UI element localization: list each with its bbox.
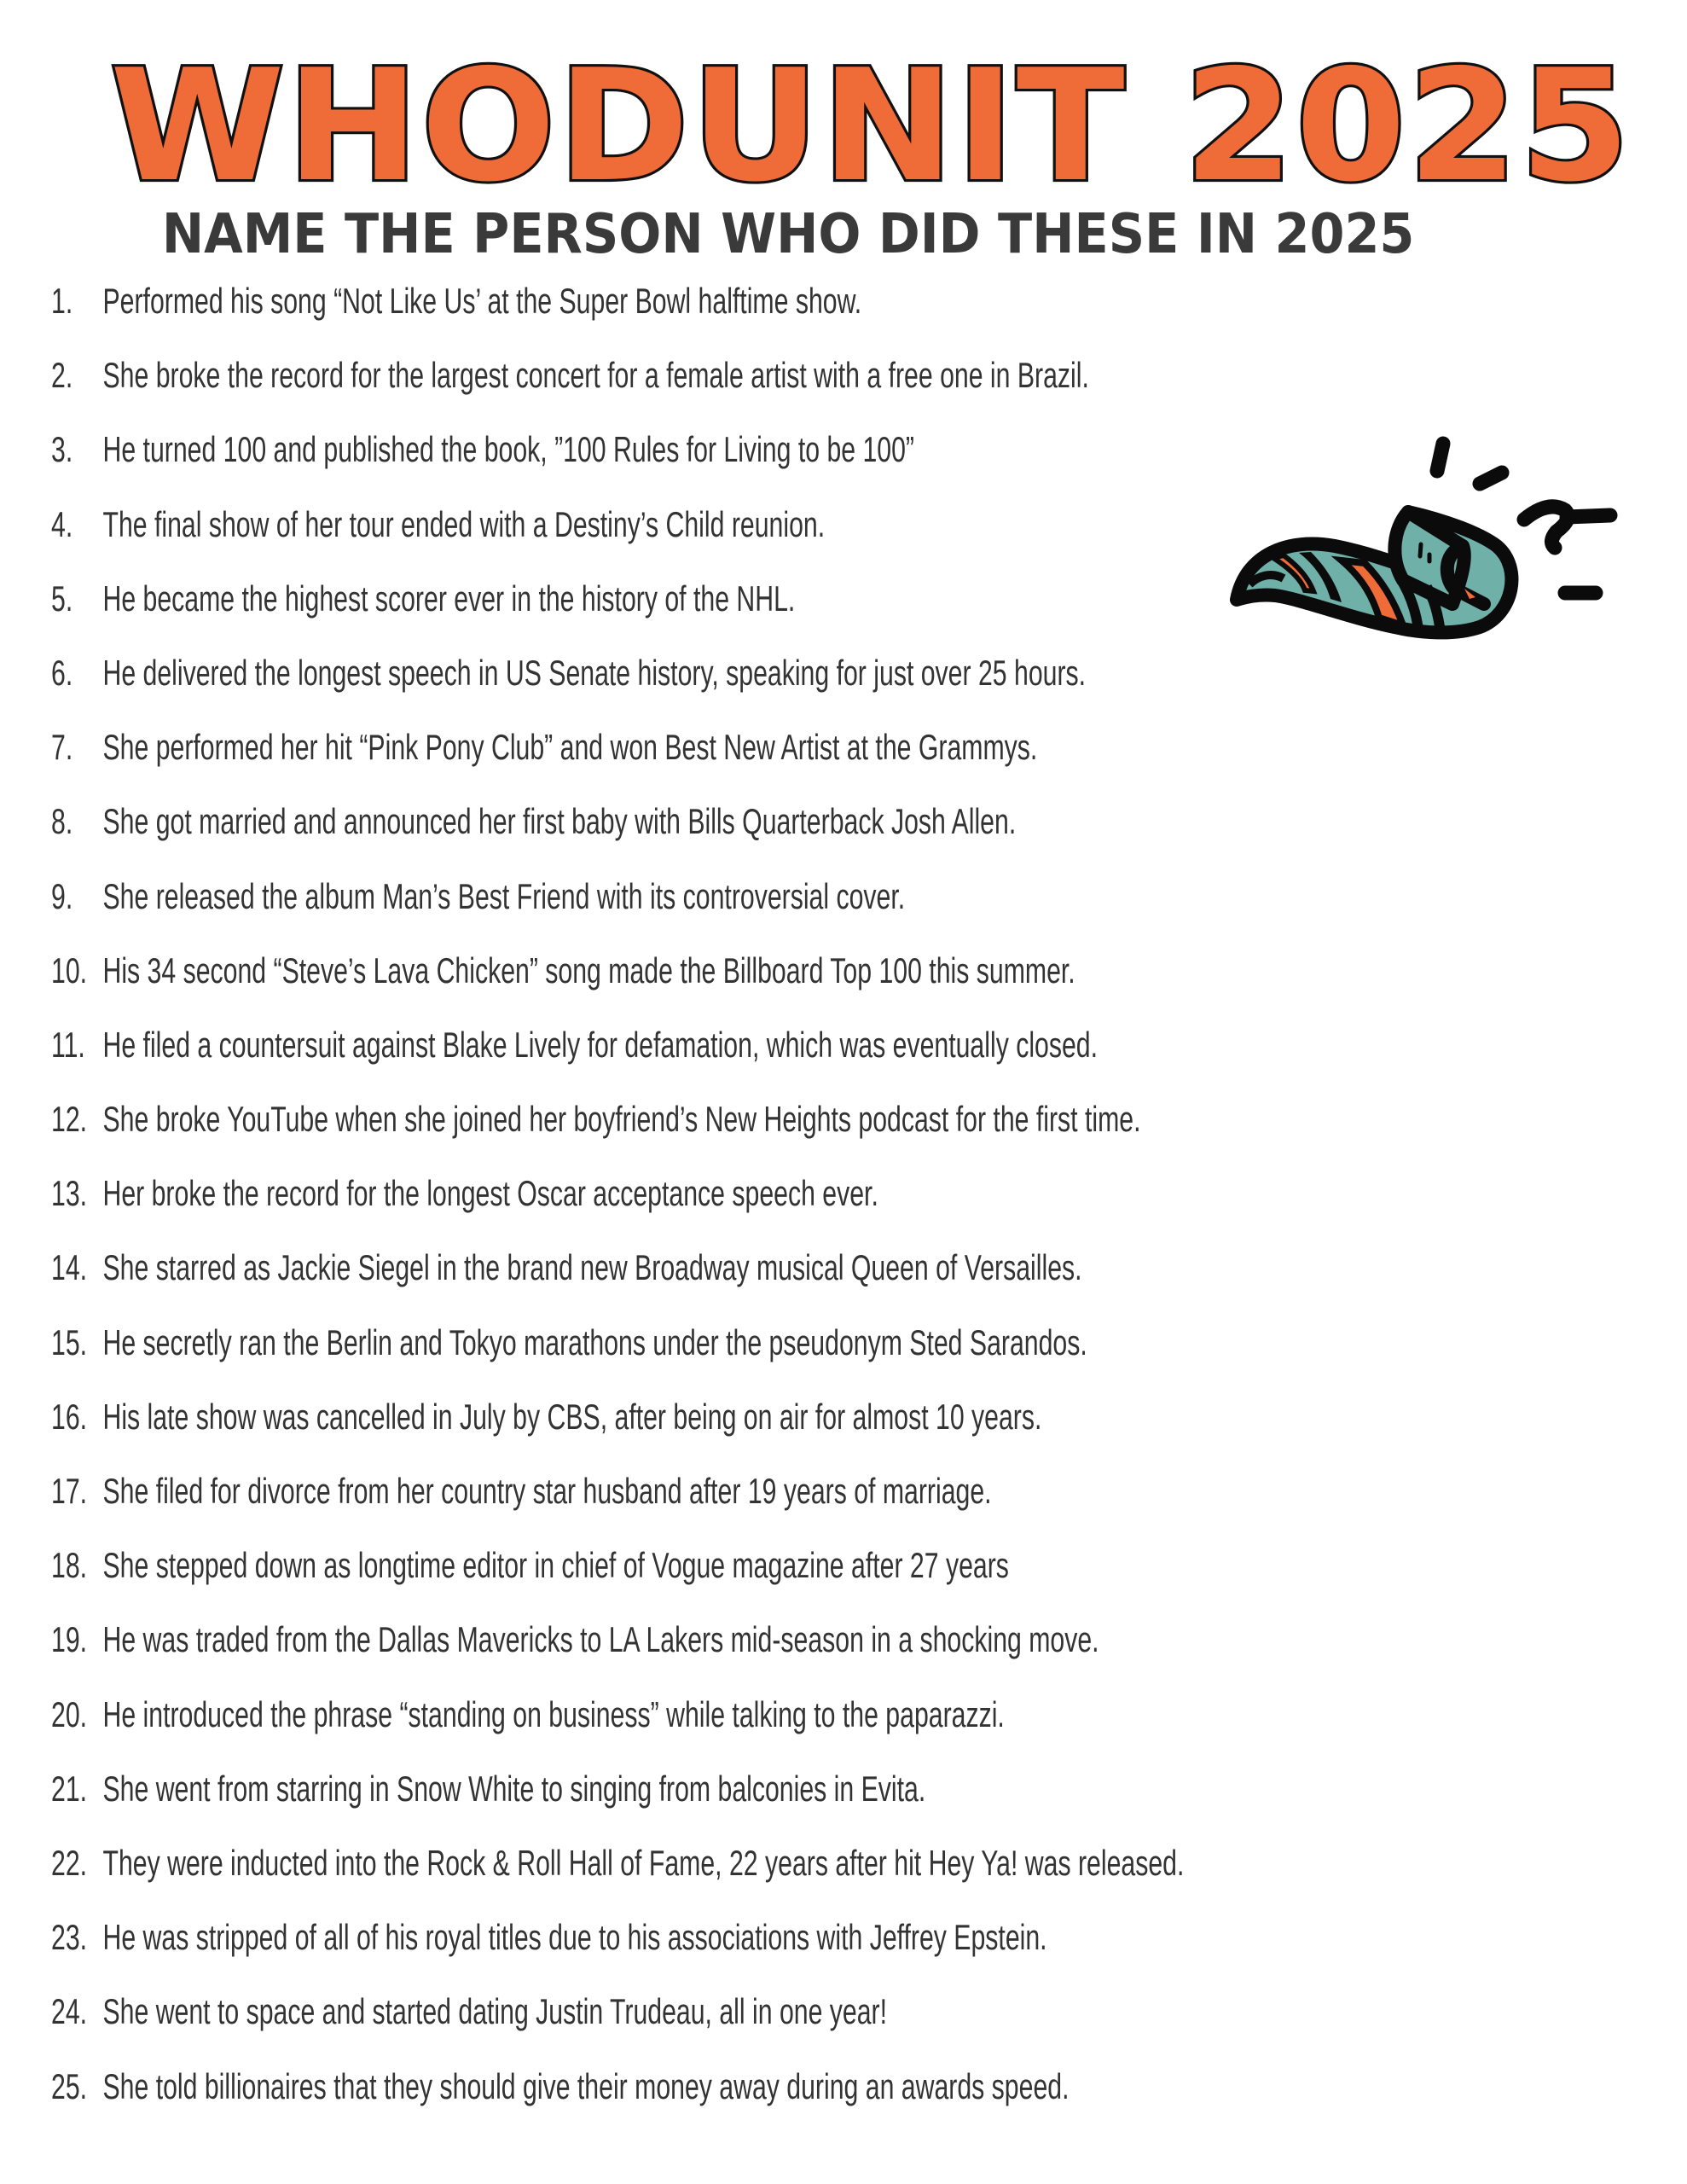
question-item (51, 1986, 1569, 2060)
question-item (51, 573, 1569, 648)
page-subtitle (0, 201, 1687, 268)
question-number: 13. (51, 1173, 88, 1214)
question-item (51, 1614, 1569, 1688)
question-number: 15. (51, 1321, 88, 1362)
question-item (51, 1689, 1569, 1763)
question-number: 2. (51, 355, 73, 396)
question-item (51, 722, 1569, 796)
question-number: 18. (51, 1545, 88, 1586)
page-title-text: WHODUNIT 2025 (109, 35, 1632, 216)
question-item (51, 1466, 1569, 1540)
question-text: She went to space and started dating Justin Trudeau, all in one year! (102, 1991, 888, 2032)
question-text: Her broke the record for the longest Oscar acceptance speech ever. (102, 1173, 878, 1214)
question-number: 12. (51, 1099, 88, 1140)
question-number: 22. (51, 1842, 88, 1883)
question-text: She released the album Man’s Best Friend with its controversial cover. (102, 875, 906, 916)
question-item (51, 1168, 1569, 1242)
question-item (51, 1763, 1569, 1838)
question-text: She got married and announced her first baby with Bills Quarterback Josh Allen. (102, 801, 1017, 842)
question-text: She went from starring in Snow White to singing from balconies in Evita. (102, 1768, 926, 1809)
question-number: 25. (51, 2065, 88, 2106)
question-item (51, 424, 1569, 498)
question-item (51, 871, 1569, 945)
question-item (51, 648, 1569, 722)
question-number: 7. (51, 727, 73, 768)
question-item (51, 1317, 1569, 1391)
question-number: 16. (51, 1396, 88, 1437)
question-text: He turned 100 and published the book, ”100 Rules for Living to be 100” (102, 429, 915, 470)
question-text: They were inducted into the Rock & Roll Hall of Fame, 22 years after hit Hey Ya! was released. (102, 1842, 1185, 1883)
page-subtitle-text: NAME THE PERSON WHO DID THESE IN 2025 (161, 203, 1415, 266)
question-item (51, 350, 1569, 424)
question-text: He introduced the phrase “standing on business” while talking to the paparazzi. (102, 1693, 1005, 1734)
question-number: 11. (51, 1024, 85, 1065)
question-number: 24. (51, 1991, 88, 2032)
question-number: 3. (51, 429, 73, 470)
question-item (51, 796, 1569, 870)
question-number: 19. (51, 1619, 88, 1660)
question-item (51, 945, 1569, 1019)
question-text: She starred as Jackie Siegel in the brand new Broadway musical Queen of Versailles. (102, 1247, 1082, 1288)
question-item (51, 1838, 1569, 1912)
question-item (51, 1019, 1569, 1094)
question-item (51, 499, 1569, 573)
question-text: The final show of her tour ended with a Destiny’s Child reunion. (102, 503, 826, 544)
question-text: He delivered the longest speech in US Senate history, speaking for just over 25 hours. (102, 652, 1087, 693)
question-number: 20. (51, 1693, 88, 1734)
question-number: 10. (51, 950, 88, 990)
question-item (51, 1242, 1569, 1316)
question-text: His late show was cancelled in July by CBS, after being on air for almost 10 years. (102, 1396, 1042, 1437)
question-text: He secretly ran the Berlin and Tokyo marathons under the pseudonym Sted Sarandos. (102, 1321, 1087, 1362)
question-number: 4. (51, 503, 73, 544)
question-number: 23. (51, 1917, 88, 1958)
question-item (51, 1912, 1569, 1986)
question-item (51, 1391, 1569, 1466)
question-item (51, 1094, 1569, 1168)
question-number: 14. (51, 1247, 88, 1288)
question-number: 21. (51, 1768, 88, 1809)
question-number: 9. (51, 875, 73, 916)
question-text: She performed her hit “Pink Pony Club” and won Best New Artist at the Grammys. (102, 727, 1038, 768)
question-text: Performed his song “Not Like Us’ at the Super Bowl halftime show. (102, 281, 862, 321)
question-text: She told billionaires that they should give their money away during an awards speed. (102, 2065, 1070, 2106)
question-text: He filed a countersuit against Blake Lively for defamation, which was eventually closed. (102, 1024, 1099, 1065)
question-number: 5. (51, 578, 73, 619)
question-text: He was stripped of all of his royal titles due to his associations with Jeffrey Epstein. (102, 1917, 1047, 1958)
question-number: 8. (51, 801, 73, 842)
question-text: She broke the record for the largest concert for a female artist with a free one in Brazil. (102, 355, 1089, 396)
question-item (51, 2061, 1569, 2135)
question-text: She stepped down as longtime editor in chief of Vogue magazine after 27 years (102, 1545, 1009, 1586)
question-item (51, 1540, 1569, 1614)
question-text: He was traded from the Dallas Mavericks to LA Lakers mid-season in a shocking move. (102, 1619, 1099, 1660)
question-number: 6. (51, 652, 73, 693)
question-number: 17. (51, 1471, 88, 1511)
question-list (51, 276, 1569, 2135)
question-text: He became the highest scorer ever in the history of the NHL. (102, 578, 796, 619)
question-number: 1. (51, 281, 73, 321)
page-title (109, 35, 1632, 216)
question-item (51, 276, 1569, 350)
question-text: She broke YouTube when she joined her boyfriend’s New Heights podcast for the first time. (102, 1099, 1141, 1140)
question-text: She filed for divorce from her country star husband after 19 years of marriage. (102, 1471, 992, 1511)
question-text: His 34 second “Steve’s Lava Chicken” song made the Billboard Top 100 this summer. (102, 950, 1075, 990)
